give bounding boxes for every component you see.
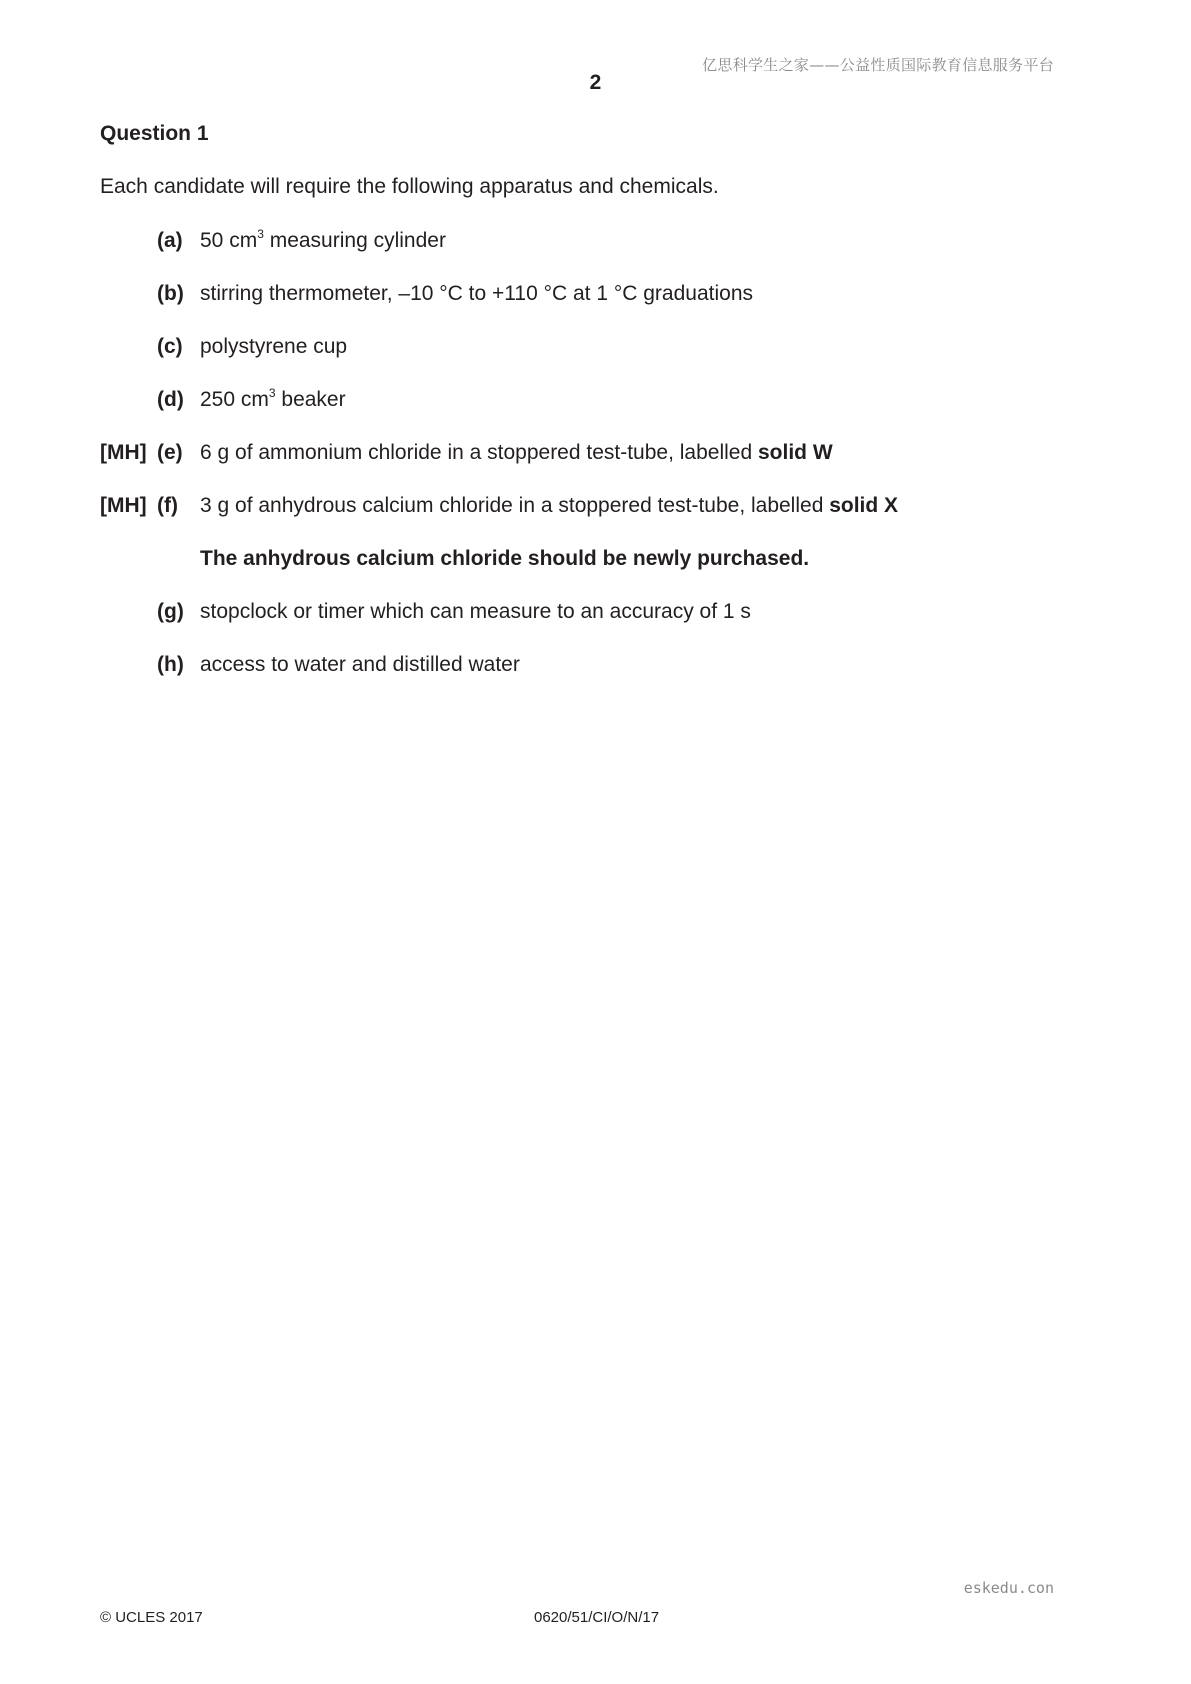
list-item xyxy=(100,652,1100,705)
footer-watermark: eskedu.con xyxy=(963,1579,1054,1597)
item-letter: (e) xyxy=(157,441,183,464)
list-item xyxy=(100,440,1100,493)
item-letter: (g) xyxy=(157,600,184,623)
copyright: © UCLES 2017 xyxy=(100,1609,203,1626)
question-title: Question 1 xyxy=(100,122,209,145)
item-text: stopclock or timer which can measure to an accuracy of 1 s xyxy=(200,600,751,623)
item-text: 50 $cm^3$ measuring cylinder xyxy=(200,227,446,252)
page-number: 2 xyxy=(589,71,602,94)
header-watermark: 亿思科学生之家——公益性质国际教育信息服务平台 xyxy=(702,56,1054,74)
list-item xyxy=(100,599,1100,652)
item-text: 250 $cm^3$ beaker xyxy=(200,386,346,411)
list-item xyxy=(100,387,1100,440)
list-item xyxy=(100,281,1100,334)
mh-marker: [MH] xyxy=(100,441,147,464)
apparatus-list xyxy=(100,228,1100,705)
list-item xyxy=(100,334,1100,387)
mh-marker: [MH] xyxy=(100,494,147,517)
item-note xyxy=(100,546,1100,599)
item-text: stirring thermometer, –10 °C to +110 °C at 1 °C graduations xyxy=(200,282,753,305)
item-letter: (c) xyxy=(157,335,183,358)
item-text: access to water and distilled water xyxy=(200,653,520,676)
item-text: 3 g of anhydrous calcium chloride in a stoppered test-tube, labelled solid X xyxy=(200,494,899,517)
item-letter: (d) xyxy=(157,388,184,411)
list-item xyxy=(100,228,1100,281)
item-letter: (h) xyxy=(157,653,184,676)
item-letter: (f) xyxy=(157,494,178,517)
paper-code: 0620/51/CI/O/N/17 xyxy=(534,1609,660,1626)
item-text: polystyrene cup xyxy=(200,335,348,358)
question-intro: Each candidate will require the following apparatus and chemicals. xyxy=(100,175,719,198)
item-letter: (a) xyxy=(157,229,183,252)
item-letter: (b) xyxy=(157,282,184,305)
note-text: The anhydrous calcium chloride should be newly purchased. xyxy=(200,547,810,570)
item-text: 6 g of ammonium chloride in a stoppered test-tube, labelled solid W xyxy=(200,441,833,464)
list-item xyxy=(100,493,1100,546)
